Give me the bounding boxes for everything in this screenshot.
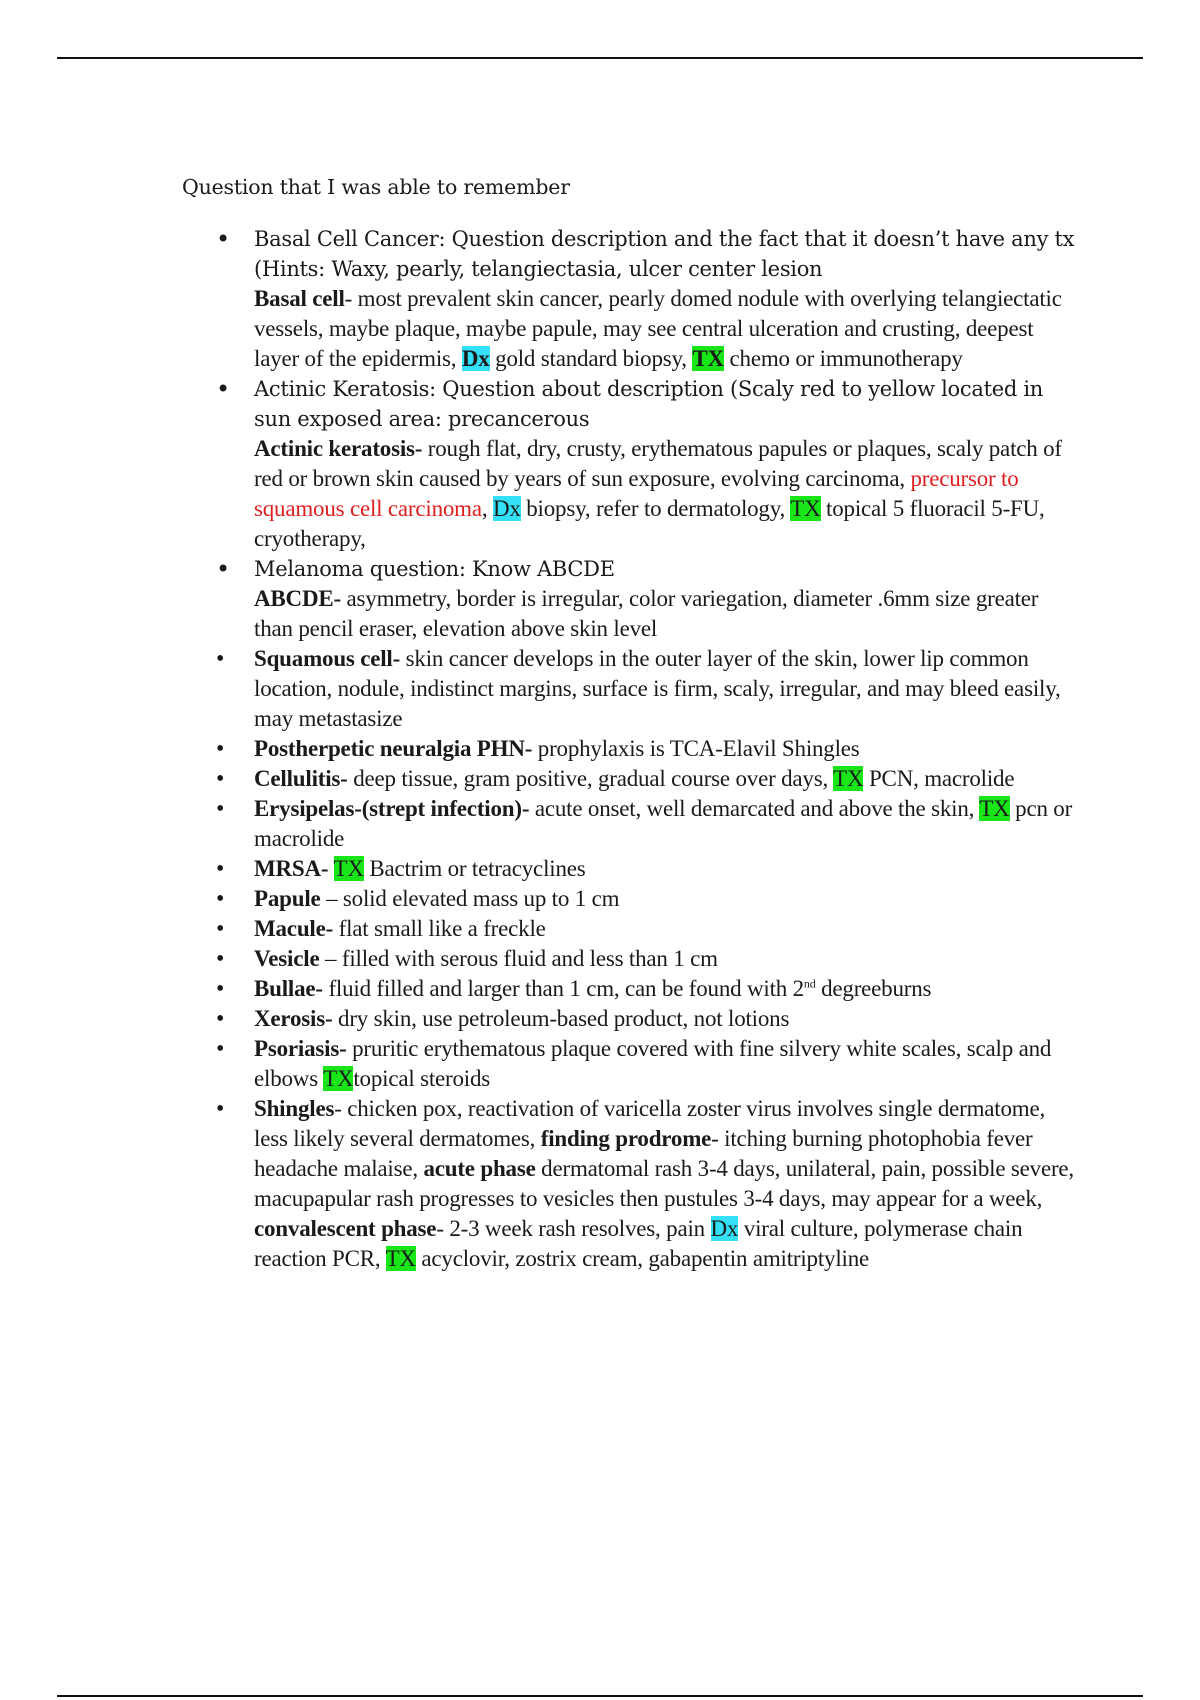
abcde-detail: ABCDE- asymmetry, border is irregular, color variegation, diameter .6mm size greater than pencil eraser, elevation above skin level bbox=[254, 586, 1039, 641]
tx-highlight: TX bbox=[833, 766, 864, 791]
basal-cell-detail: Basal cell- most prevalent skin cancer, pearly domed nodule with overlying telangiectatic vessels, maybe plaque, maybe papule, may see central ulceration and crusting, deepest layer of the epidermis, Dx gold standard biopsy, TX chemo or immunotherapy bbox=[254, 286, 1062, 371]
list-item-psoriasis: • Psoriasis- pruritic erythematous plaque covered with fine silvery white scales, scalp and elbows TXtopical steroids bbox=[182, 1034, 1082, 1094]
list-item-phn: • Postherpetic neuralgia PHN- prophylaxis is TCA-Elavil Shingles bbox=[182, 734, 1082, 764]
header-rule bbox=[57, 57, 1143, 59]
list-item-shingles: • Shingles- chicken pox, reactivation of varicella zoster virus involves single dermatome, less likely several dermatomes, finding prodrome- itching burning photophobia fever headache malaise, acute phase dermatomal rash 3-4 days, unilateral, pain, possible severe, macupapular rash progresses to vesicles then pustules 3-4 days, may appear for a week, convalescent phase- 2-3 week rash resolves, pain Dx viral culture, polymerase chain reaction PCR, TX acyclovir, zostrix cream, gabapentin amitriptyline bbox=[182, 1094, 1082, 1274]
notes-list bbox=[182, 374, 1082, 434]
list-item-papule: • Papule – solid elevated mass up to 1 cm bbox=[182, 884, 1082, 914]
list-item-erysipelas: • Erysipelas-(strept infection)- acute onset, well demarcated and above the skin, TX pcn or macrolide bbox=[182, 794, 1082, 854]
tx-highlight: TX bbox=[979, 796, 1010, 821]
dx-highlight: Dx bbox=[461, 346, 490, 371]
tx-highlight: TX bbox=[333, 856, 364, 881]
list-item-squamous: • Squamous cell- skin cancer develops in the outer layer of the skin, lower lip common location, nodule, indistinct margins, surface is firm, scaly, irregular, and may bleed easily, may metastasize bbox=[182, 644, 1082, 734]
list-item-ak-question: • Actinic Keratosis: Question about description (Scaly red to yellow located in sun exposed area: precancerous bbox=[182, 374, 1082, 434]
precursor-note: precursor to squamous cell carcinoma bbox=[254, 466, 1019, 521]
notes-list bbox=[182, 644, 1082, 854]
list-item-macule: • Macule- flat small like a freckle bbox=[182, 914, 1082, 944]
tx-highlight: TX bbox=[323, 1066, 354, 1091]
notes-list bbox=[182, 224, 1082, 284]
dx-highlight: Dx bbox=[710, 1216, 739, 1241]
list-item-xerosis: • Xerosis- dry skin, use petroleum-based product, not lotions bbox=[182, 1004, 1082, 1034]
list-item-basal-question: • Basal Cell Cancer: Question description and the fact that it doesn’t have any tx (Hints: Waxy, pearly, telangiectasia, ulcer center lesion bbox=[182, 224, 1082, 284]
page-heading: Question that I was able to remember bbox=[182, 175, 570, 199]
list-item-vesicle: • Vesicle – filled with serous fluid and less than 1 cm bbox=[182, 944, 1082, 974]
list-item-mrsa: • MRSA- TX Bactrim or tetracyclines bbox=[182, 854, 1082, 884]
actinic-keratosis-detail: Actinic keratosis- rough flat, dry, crusty, erythematous papules or plaques, scaly patch of red or brown skin caused by years of sun exposure, evolving carcinoma, precursor to squamous cell carcinoma, Dx biopsy, refer to dermatology, TX topical 5 fluoracil 5-FU, cryotherapy, bbox=[254, 436, 1062, 551]
document-body bbox=[182, 172, 1082, 1274]
footer-rule bbox=[57, 1695, 1143, 1697]
list-item-bullae: • Bullae- fluid filled and larger than 1 cm, can be found with 2nd degreeburns bbox=[182, 974, 1082, 1004]
notes-list bbox=[182, 854, 1082, 1274]
list-item-cellulitis: • Cellulitis- deep tissue, gram positive, gradual course over days, TX PCN, macrolide bbox=[182, 764, 1082, 794]
list-item-melanoma-question: • Melanoma question: Know ABCDE bbox=[182, 554, 1082, 584]
tx-highlight: TX bbox=[790, 496, 821, 521]
dx-highlight: Dx bbox=[492, 496, 521, 521]
tx-highlight: TX bbox=[385, 1246, 416, 1271]
notes-list bbox=[182, 554, 1082, 584]
tx-highlight: TX bbox=[692, 346, 724, 371]
